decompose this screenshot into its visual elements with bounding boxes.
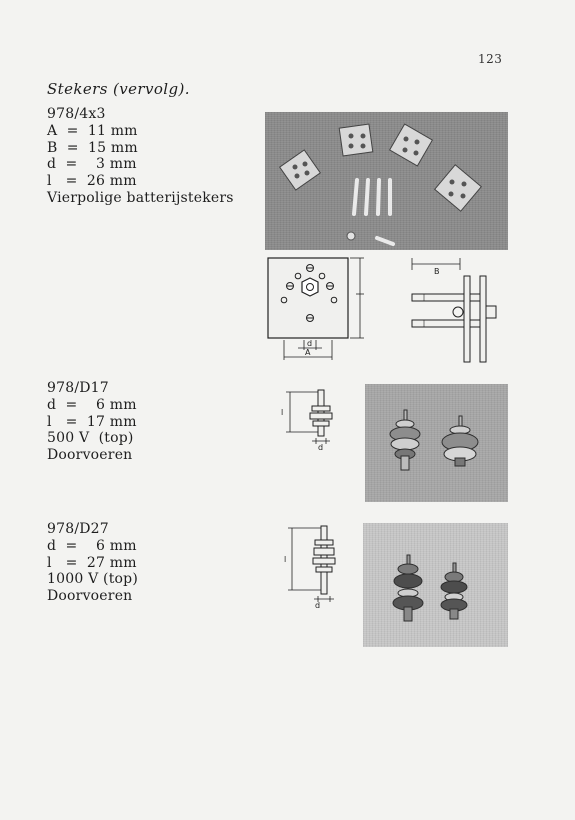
dimension-label-d: d [315, 601, 321, 610]
dimension-label-l: l [284, 555, 287, 564]
dimension-drawing-d17 [276, 386, 342, 452]
dimension-label-b: B [434, 267, 440, 276]
spec-line: A = 11 mm [47, 122, 138, 139]
dimension-drawing-side-view [408, 256, 512, 364]
spec-block-978-d17 [47, 380, 137, 464]
spec-line: l = 26 mm [47, 173, 137, 190]
product-description: Vierpolige batterijstekers [47, 189, 234, 206]
spec-line: d = 3 mm [47, 156, 137, 173]
spec-block-978-d27 [47, 521, 138, 605]
dimension-label-l: l [281, 408, 284, 417]
product-code: 978/4x3 [47, 106, 106, 122]
product-photo-feedthrough-d27 [363, 523, 508, 647]
product-description: Doorvoeren [47, 447, 133, 464]
dimension-label-d: d [307, 339, 313, 348]
page-number: 123 [478, 52, 503, 66]
spec-line: B = 15 mm [47, 139, 138, 156]
spec-line: 1000 V (top) [47, 571, 138, 588]
spec-block-978-4x3 [47, 106, 234, 207]
product-description: Doorvoeren [47, 588, 133, 605]
product-photo-feedthrough-d17 [365, 384, 508, 502]
spec-line: d = 6 mm [47, 537, 137, 554]
section-title: Stekers (vervolg). [47, 80, 190, 98]
product-photo-battery-plugs [265, 112, 508, 250]
dimension-drawing-d27 [282, 524, 346, 610]
spec-line: d = 6 mm [47, 396, 137, 413]
product-code: 978/D27 [47, 521, 109, 537]
dimension-label-d: d [318, 443, 324, 452]
product-code: 978/D17 [47, 380, 109, 396]
dimension-drawing-front-view [264, 256, 374, 364]
spec-line: l = 27 mm [47, 554, 137, 571]
dimension-label-a: A [305, 348, 311, 357]
spec-line: l = 17 mm [47, 413, 137, 430]
spec-line: 500 V (top) [47, 430, 134, 447]
